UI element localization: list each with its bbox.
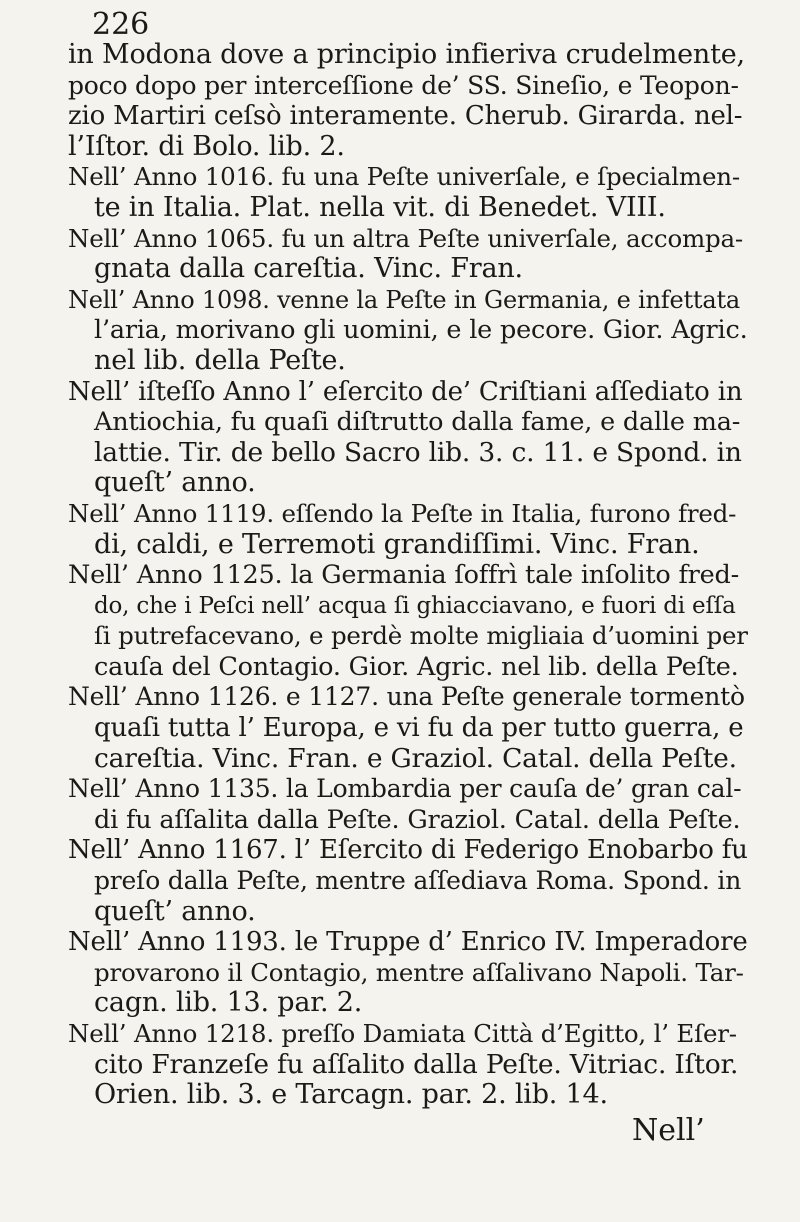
text-line: Orien. lib. 3. e Tarcagn. par. 2. lib. 14. xyxy=(94,1079,608,1111)
text-line: zio Martiri ceſsò interamente. Cherub. Girarda. nel- xyxy=(68,101,743,132)
text-line: in Modona dove a principio infieriva crudelmente, xyxy=(68,39,745,70)
text-line: di fu aſſalita dalla Peſte. Graziol. Catal. della Peſte. xyxy=(94,804,741,835)
text-line: ſi putrefacevano, e perdè molte migliaia d’uomini per xyxy=(94,621,748,651)
text-line: te in Italia. Plat. nella vit. di Benedet. VIII. xyxy=(94,191,666,223)
text-line: nel lib. della Peſte. xyxy=(94,344,346,376)
text-line: Nell’ Anno 1098. venne la Peſte in Germania, e infettata xyxy=(68,285,741,314)
text-line: l’aria, morivano gli uomini, e le pecore. Gior. Agric. xyxy=(94,315,748,346)
body-text xyxy=(68,40,748,1111)
text-line: Nell’ Anno 1193. le Truppe d’ Enrico IV. Imperadore xyxy=(68,927,748,958)
text-line: cauſa del Contagio. Gior. Agric. nel lib. della Peſte. xyxy=(94,651,739,682)
text-line: Antiochia, fu quaſi diſtrutto dalla fame, e dalle ma- xyxy=(94,407,741,438)
text-line: careſtia. Vinc. Fran. e Graziol. Catal. della Peſte. xyxy=(94,742,737,774)
text-line: lattie. Tir. de bello Sacro lib. 3. c. 11. e Spond. in xyxy=(94,436,742,468)
text-line: quaſi tutta l’ Europa, e vi fu da per tutto guerra, e xyxy=(94,713,744,744)
text-line: Nell’ Anno 1167. l’ Eſercito di Federigo Enobarbo fu xyxy=(68,835,748,866)
text-line: queſt’ anno. xyxy=(94,467,256,499)
text-line: l’Iſtor. di Bolo. lib. 2. xyxy=(68,130,345,162)
text-line: queſt’ anno. xyxy=(94,895,256,927)
text-line: preſo dalla Peſte, mentre aſſediava Roma. Spond. in xyxy=(94,866,742,896)
text-line: cagn. lib. 13. par. 2. xyxy=(94,987,363,1019)
text-line: poco dopo per interceſſione de’ SS. Sineſio, e Teopon- xyxy=(68,70,739,100)
text-line: Nell’ Anno 1218. preſſo Damiata Città d’Egitto, l’ Eſer- xyxy=(68,1019,737,1048)
text-line: di, caldi, e Terremoti grandiſſimi. Vinc. Fran. xyxy=(94,528,700,560)
text-line: Nell’ Anno 1119. eſſendo la Peſte in Italia, furono fred- xyxy=(68,498,737,528)
text-line: Nell’ Anno 1126. e 1127. una Peſte generale tormentò xyxy=(68,682,745,712)
text-line: gnata dalla careſtia. Vinc. Fran. xyxy=(94,253,523,285)
text-line: provarono il Contagio, mentre aſſalivano Napoli. Tar- xyxy=(94,957,744,987)
text-line: cito Franzeſe fu aſſalito dalla Peſte. Vitriac. Iſtor. xyxy=(94,1048,739,1080)
page-number: 226 xyxy=(92,7,150,42)
text-line: Nell’ Anno 1125. la Germania ſoffrì tale inſolito fred- xyxy=(68,560,740,591)
catchword: Nell’ xyxy=(632,1113,705,1148)
text-line: Nell’ Anno 1016. fu una Peſte univerſale, e ſpecialmen- xyxy=(68,162,740,192)
text-line: do, che i Peſci nell’ acqua ſi ghiacciavano, e fuori di eſſa xyxy=(94,592,736,619)
text-line: Nell’ Anno 1065. fu un altra Peſte univerſale, accompa- xyxy=(68,223,743,253)
text-line: Nell’ iſteſſo Anno l’ eſercito de’ Criſtiani aſſediato in xyxy=(68,376,743,407)
text-line: Nell’ Anno 1135. la Lombardia per cauſa de’ gran cal- xyxy=(68,774,742,804)
